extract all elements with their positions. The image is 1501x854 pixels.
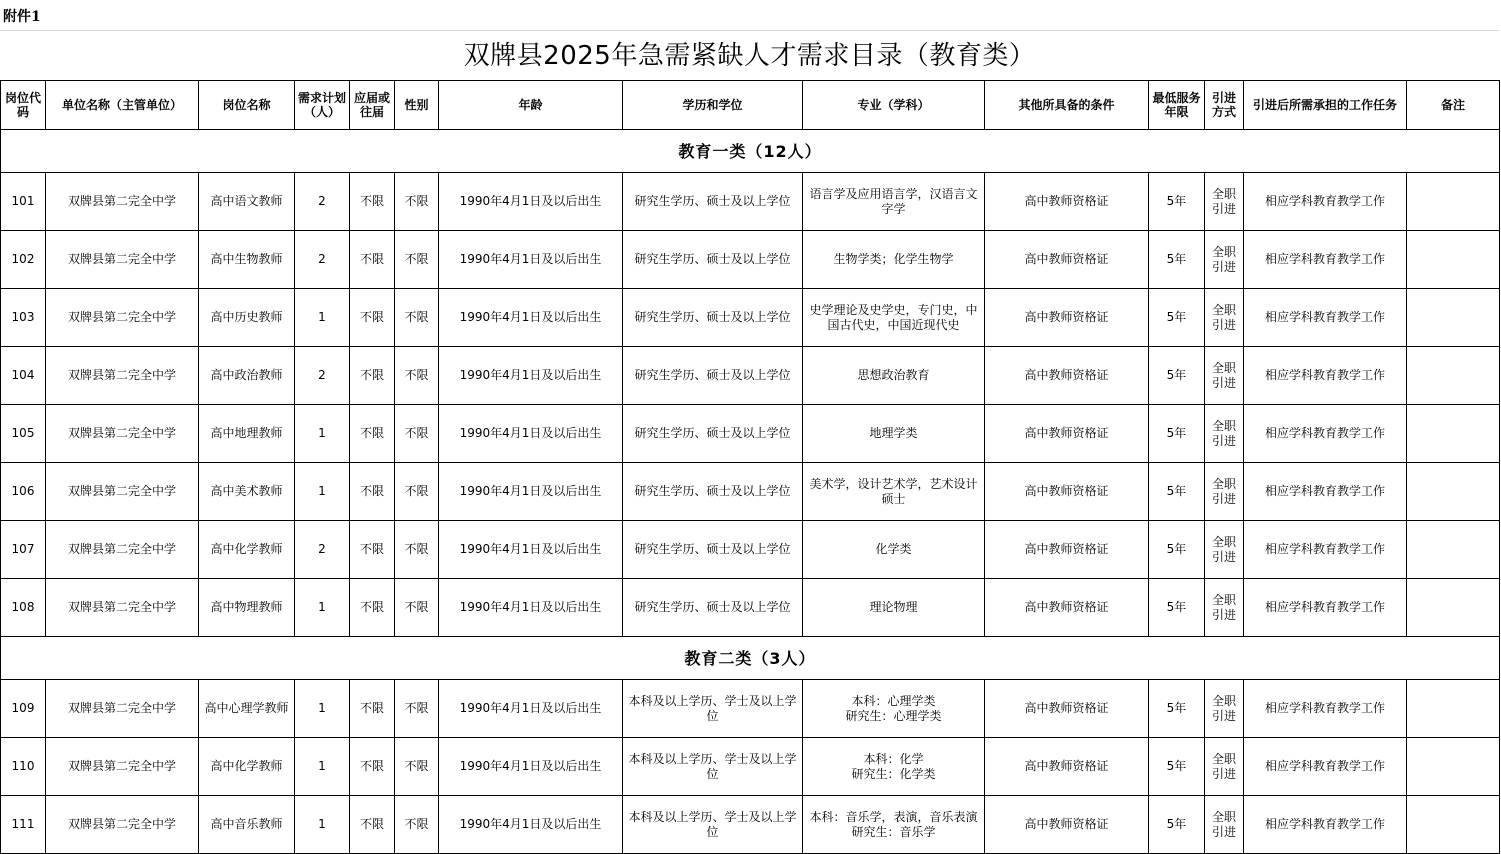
cell-major: 美术学，设计艺术学，艺术设计硕士	[803, 463, 985, 521]
cell-remark	[1407, 738, 1500, 796]
cell-education: 本科及以上学历、学士及以上学位	[623, 680, 803, 738]
cell-service: 5年	[1149, 738, 1205, 796]
cell-post: 高中心理学教师	[199, 680, 295, 738]
header-post: 岗位名称	[199, 81, 295, 130]
cell-age: 1990年4月1日及以后出生	[439, 289, 623, 347]
cell-education: 研究生学历、硕士及以上学位	[623, 289, 803, 347]
cell-post: 高中语文教师	[199, 173, 295, 231]
cell-other: 高中教师资格证	[985, 231, 1149, 289]
cell-code: 110	[1, 738, 46, 796]
cell-service: 5年	[1149, 579, 1205, 637]
cell-other: 高中教师资格证	[985, 347, 1149, 405]
cell-major: 化学类	[803, 521, 985, 579]
cell-education: 研究生学历、硕士及以上学位	[623, 405, 803, 463]
table-row	[1, 173, 1500, 231]
cell-age: 1990年4月1日及以后出生	[439, 680, 623, 738]
cell-plan: 2	[295, 521, 350, 579]
cell-duty: 相应学科教育教学工作	[1244, 463, 1407, 521]
cell-major: 本科：心理学类 研究生：心理学类	[803, 680, 985, 738]
cell-gender: 不限	[395, 579, 439, 637]
cell-major: 生物学类；化学生物学	[803, 231, 985, 289]
attachment-label: 附件1	[3, 9, 41, 25]
cell-unit: 双牌县第二完全中学	[46, 521, 199, 579]
cell-education: 研究生学历、硕士及以上学位	[623, 463, 803, 521]
cell-duty: 相应学科教育教学工作	[1244, 347, 1407, 405]
cell-method: 全职引进	[1205, 463, 1244, 521]
cell-age: 1990年4月1日及以后出生	[439, 463, 623, 521]
cell-gender: 不限	[395, 405, 439, 463]
table-row	[1, 521, 1500, 579]
header-method: 引进方式	[1205, 81, 1244, 130]
cell-fresh: 不限	[350, 173, 395, 231]
cell-fresh: 不限	[350, 738, 395, 796]
header-code: 岗位代码	[1, 81, 46, 130]
cell-duty: 相应学科教育教学工作	[1244, 521, 1407, 579]
cell-remark	[1407, 680, 1500, 738]
cell-code: 109	[1, 680, 46, 738]
cell-plan: 1	[295, 680, 350, 738]
cell-remark	[1407, 796, 1500, 854]
cell-code: 102	[1, 231, 46, 289]
cell-fresh: 不限	[350, 289, 395, 347]
table-row	[1, 347, 1500, 405]
cell-unit: 双牌县第二完全中学	[46, 347, 199, 405]
cell-remark	[1407, 579, 1500, 637]
cell-other: 高中教师资格证	[985, 738, 1149, 796]
cell-major: 理论物理	[803, 579, 985, 637]
cell-duty: 相应学科教育教学工作	[1244, 289, 1407, 347]
cell-post: 高中美术教师	[199, 463, 295, 521]
cell-service: 5年	[1149, 521, 1205, 579]
cell-fresh: 不限	[350, 579, 395, 637]
cell-gender: 不限	[395, 521, 439, 579]
cell-service: 5年	[1149, 231, 1205, 289]
requirements-table	[0, 80, 1500, 854]
header-remark: 备注	[1407, 81, 1500, 130]
cell-fresh: 不限	[350, 796, 395, 854]
cell-fresh: 不限	[350, 231, 395, 289]
cell-method: 全职引进	[1205, 289, 1244, 347]
cell-remark	[1407, 405, 1500, 463]
cell-duty: 相应学科教育教学工作	[1244, 231, 1407, 289]
cell-plan: 1	[295, 738, 350, 796]
cell-age: 1990年4月1日及以后出生	[439, 521, 623, 579]
cell-education: 研究生学历、硕士及以上学位	[623, 231, 803, 289]
cell-other: 高中教师资格证	[985, 579, 1149, 637]
cell-unit: 双牌县第二完全中学	[46, 289, 199, 347]
header-major: 专业（学科）	[803, 81, 985, 130]
header-row	[1, 81, 1500, 130]
cell-unit: 双牌县第二完全中学	[46, 680, 199, 738]
cell-major: 本科：化学 研究生：化学类	[803, 738, 985, 796]
cell-service: 5年	[1149, 289, 1205, 347]
cell-education: 研究生学历、硕士及以上学位	[623, 579, 803, 637]
cell-duty: 相应学科教育教学工作	[1244, 796, 1407, 854]
cell-gender: 不限	[395, 796, 439, 854]
cell-age: 1990年4月1日及以后出生	[439, 579, 623, 637]
cell-major: 本科：音乐学，表演，音乐表演 研究生：音乐学	[803, 796, 985, 854]
header-fresh: 应届或往届	[350, 81, 395, 130]
cell-unit: 双牌县第二完全中学	[46, 173, 199, 231]
table-row	[1, 579, 1500, 637]
cell-method: 全职引进	[1205, 231, 1244, 289]
cell-education: 本科及以上学历、学士及以上学位	[623, 796, 803, 854]
cell-plan: 1	[295, 289, 350, 347]
cell-method: 全职引进	[1205, 173, 1244, 231]
cell-remark	[1407, 231, 1500, 289]
cell-gender: 不限	[395, 738, 439, 796]
cell-other: 高中教师资格证	[985, 796, 1149, 854]
cell-education: 研究生学历、硕士及以上学位	[623, 521, 803, 579]
cell-post: 高中化学教师	[199, 521, 295, 579]
header-gender: 性别	[395, 81, 439, 130]
table-row	[1, 796, 1500, 854]
cell-plan: 2	[295, 231, 350, 289]
cell-fresh: 不限	[350, 521, 395, 579]
table-row	[1, 231, 1500, 289]
cell-age: 1990年4月1日及以后出生	[439, 231, 623, 289]
cell-unit: 双牌县第二完全中学	[46, 231, 199, 289]
cell-other: 高中教师资格证	[985, 405, 1149, 463]
header-service: 最低服务年限	[1149, 81, 1205, 130]
cell-age: 1990年4月1日及以后出生	[439, 173, 623, 231]
cell-plan: 1	[295, 796, 350, 854]
cell-plan: 2	[295, 173, 350, 231]
cell-other: 高中教师资格证	[985, 173, 1149, 231]
cell-remark	[1407, 521, 1500, 579]
section-label: 教育一类（12人）	[1, 130, 1500, 173]
cell-code: 108	[1, 579, 46, 637]
cell-duty: 相应学科教育教学工作	[1244, 405, 1407, 463]
cell-duty: 相应学科教育教学工作	[1244, 738, 1407, 796]
cell-remark	[1407, 173, 1500, 231]
cell-code: 107	[1, 521, 46, 579]
cell-post: 高中物理教师	[199, 579, 295, 637]
cell-gender: 不限	[395, 347, 439, 405]
cell-fresh: 不限	[350, 347, 395, 405]
cell-post: 高中音乐教师	[199, 796, 295, 854]
section-label: 教育二类（3人）	[1, 637, 1500, 680]
cell-age: 1990年4月1日及以后出生	[439, 405, 623, 463]
table-row	[1, 680, 1500, 738]
cell-major: 史学理论及史学史，专门史，中国古代史，中国近现代史	[803, 289, 985, 347]
cell-duty: 相应学科教育教学工作	[1244, 579, 1407, 637]
cell-unit: 双牌县第二完全中学	[46, 579, 199, 637]
header-other: 其他所具备的条件	[985, 81, 1149, 130]
cell-duty: 相应学科教育教学工作	[1244, 173, 1407, 231]
cell-method: 全职引进	[1205, 680, 1244, 738]
cell-service: 5年	[1149, 680, 1205, 738]
cell-method: 全职引进	[1205, 405, 1244, 463]
cell-remark	[1407, 289, 1500, 347]
cell-method: 全职引进	[1205, 738, 1244, 796]
cell-method: 全职引进	[1205, 521, 1244, 579]
cell-plan: 1	[295, 405, 350, 463]
cell-code: 103	[1, 289, 46, 347]
cell-code: 101	[1, 173, 46, 231]
cell-other: 高中教师资格证	[985, 521, 1149, 579]
cell-service: 5年	[1149, 463, 1205, 521]
cell-unit: 双牌县第二完全中学	[46, 463, 199, 521]
cell-education: 研究生学历、硕士及以上学位	[623, 173, 803, 231]
cell-education: 研究生学历、硕士及以上学位	[623, 347, 803, 405]
cell-fresh: 不限	[350, 405, 395, 463]
cell-service: 5年	[1149, 347, 1205, 405]
cell-gender: 不限	[395, 680, 439, 738]
cell-remark	[1407, 347, 1500, 405]
header-unit: 单位名称（主管单位）	[46, 81, 199, 130]
table-row	[1, 738, 1500, 796]
cell-gender: 不限	[395, 463, 439, 521]
cell-post: 高中地理教师	[199, 405, 295, 463]
table-row	[1, 289, 1500, 347]
header-duty: 引进后所需承担的工作任务	[1244, 81, 1407, 130]
cell-service: 5年	[1149, 796, 1205, 854]
cell-age: 1990年4月1日及以后出生	[439, 738, 623, 796]
cell-service: 5年	[1149, 173, 1205, 231]
cell-code: 106	[1, 463, 46, 521]
table-row	[1, 405, 1500, 463]
cell-unit: 双牌县第二完全中学	[46, 738, 199, 796]
cell-fresh: 不限	[350, 463, 395, 521]
cell-unit: 双牌县第二完全中学	[46, 405, 199, 463]
cell-gender: 不限	[395, 231, 439, 289]
cell-unit: 双牌县第二完全中学	[46, 796, 199, 854]
cell-major: 语言学及应用语言学，汉语言文字学	[803, 173, 985, 231]
cell-post: 高中历史教师	[199, 289, 295, 347]
cell-education: 本科及以上学历、学士及以上学位	[623, 738, 803, 796]
cell-service: 5年	[1149, 405, 1205, 463]
cell-code: 104	[1, 347, 46, 405]
cell-major: 地理学类	[803, 405, 985, 463]
cell-age: 1990年4月1日及以后出生	[439, 796, 623, 854]
cell-post: 高中化学教师	[199, 738, 295, 796]
cell-gender: 不限	[395, 289, 439, 347]
cell-code: 105	[1, 405, 46, 463]
cell-duty: 相应学科教育教学工作	[1244, 680, 1407, 738]
cell-other: 高中教师资格证	[985, 463, 1149, 521]
cell-post: 高中政治教师	[199, 347, 295, 405]
cell-plan: 1	[295, 463, 350, 521]
header-age: 年龄	[439, 81, 623, 130]
header-education: 学历和学位	[623, 81, 803, 130]
cell-age: 1990年4月1日及以后出生	[439, 347, 623, 405]
cell-post: 高中生物教师	[199, 231, 295, 289]
cell-method: 全职引进	[1205, 579, 1244, 637]
section-row	[1, 130, 1500, 173]
cell-plan: 1	[295, 579, 350, 637]
table-row	[1, 463, 1500, 521]
cell-major: 思想政治教育	[803, 347, 985, 405]
cell-gender: 不限	[395, 173, 439, 231]
section-row	[1, 637, 1500, 680]
cell-other: 高中教师资格证	[985, 680, 1149, 738]
cell-method: 全职引进	[1205, 347, 1244, 405]
cell-remark	[1407, 463, 1500, 521]
header-plan: 需求计划（人）	[295, 81, 350, 130]
cell-code: 111	[1, 796, 46, 854]
cell-method: 全职引进	[1205, 796, 1244, 854]
table-body	[1, 130, 1500, 854]
cell-fresh: 不限	[350, 680, 395, 738]
cell-other: 高中教师资格证	[985, 289, 1149, 347]
page-title: 双牌县2025年急需紧缺人才需求目录（教育类）	[463, 41, 1036, 71]
cell-plan: 2	[295, 347, 350, 405]
